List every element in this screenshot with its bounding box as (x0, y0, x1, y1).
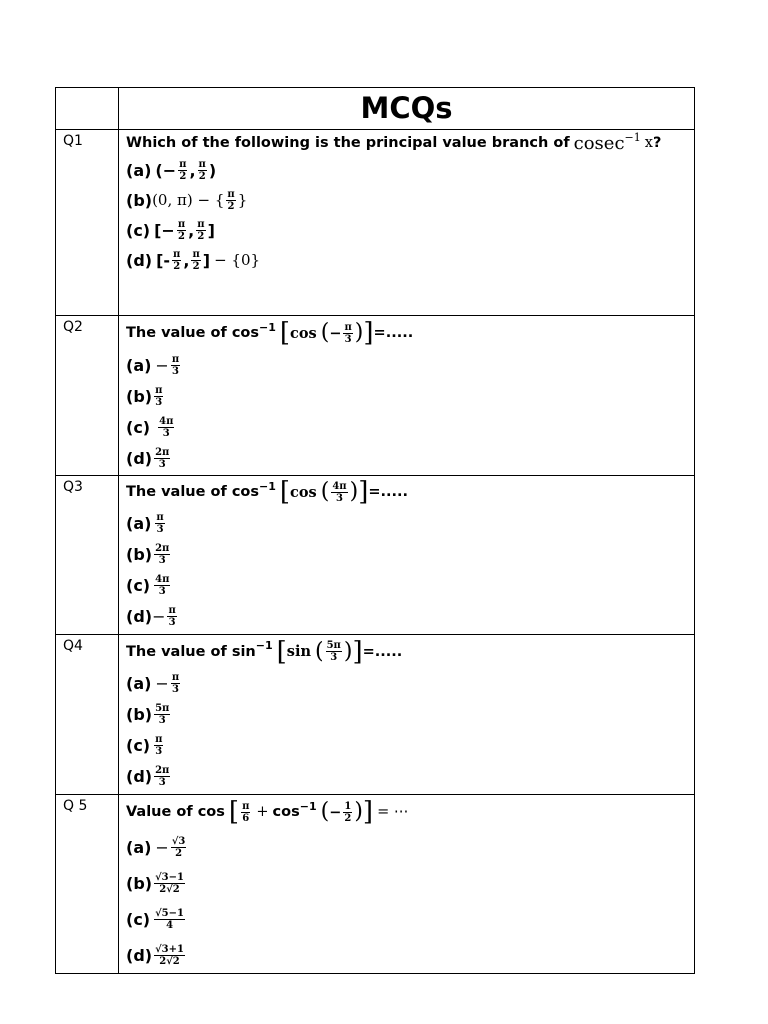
option-d: (d) − $\frac{\pi}{3}$ (126, 605, 176, 628)
option-a: (a) − $\frac{\pi}{3}$ (126, 354, 180, 377)
option-b: (b) $\frac{5\pi}{3}$ (126, 703, 170, 726)
question-stem: The value of cos −1 [ cos ( $\frac{4\pi}{3}$ ) ] =..... (126, 477, 409, 507)
option-b: (b) $\frac{2\pi}{3}$ (126, 543, 170, 566)
question-body (119, 795, 695, 974)
option-d: (d) $\frac{2\pi}{3}$ (126, 447, 170, 470)
fraction: $\frac{\pi}{2}$ (177, 218, 186, 242)
option-b: (b) (0, π) − { $\frac{\pi}{2}$ } (126, 188, 248, 212)
fraction: $\frac{\pi}{2}$ (197, 218, 205, 242)
question-number: Q1 (56, 130, 119, 316)
fraction: $\frac{√3+1}{2√2}$ (155, 943, 184, 967)
fraction: $\frac{2\pi}{3}$ (155, 765, 170, 788)
option-c: (c) $\frac{\pi}{3}$ (126, 734, 163, 757)
option-c: (c) $\frac{4\pi}{3}$ (126, 574, 170, 597)
fraction: $\frac{√3-1}{2√2}$ (155, 871, 184, 895)
option-d: (d) [- $\frac{\pi}{2}$ , $\frac{\pi}{2}$ ] − {0} (126, 248, 261, 272)
question-row-5 (56, 795, 695, 974)
question-stem: Which of the following is the principal value branch of cosec −1 x ? (126, 130, 662, 154)
title-num-cell (56, 88, 119, 130)
fraction: $\frac{\pi}{3}$ (155, 385, 163, 408)
question-stem: The value of cos −1 [ cos ( − $\frac{\pi}{3}$ ) ] =..... (126, 318, 414, 348)
question-row-2 (56, 316, 695, 476)
option-c: (c) $\frac{4\pi}{3}$ (126, 416, 174, 439)
fraction: $\frac{\pi}{3}$ (171, 354, 180, 377)
fraction: $\frac{\pi}{2}$ (179, 159, 187, 182)
question-number: Q 5 (56, 795, 119, 974)
option-d: (d) $\frac{√3+1}{2√2}$ (126, 943, 184, 967)
fraction: $\frac{\pi}{2}$ (173, 248, 181, 272)
fraction: $\frac{\pi}{2}$ (227, 188, 235, 212)
question-row-4 (56, 635, 695, 795)
fraction: $\frac{\pi}{3}$ (156, 512, 164, 535)
fraction: $\frac{4\pi}{3}$ (155, 574, 170, 597)
option-b: (b) $\frac{√3-1}{2√2}$ (126, 871, 184, 895)
option-a: (a) − $\frac{\pi}{3}$ (126, 672, 180, 695)
option-a: (a) − $\frac{√3}{2}$ (126, 835, 186, 859)
fraction: $\frac{\pi}{3}$ (344, 321, 352, 345)
fraction: $\frac{\pi}{2}$ (192, 248, 200, 272)
question-body (119, 130, 695, 316)
fraction: $\frac{2\pi}{3}$ (155, 447, 170, 470)
fraction: $\frac{5\pi}{3}$ (155, 703, 170, 726)
fraction: $\frac{2\pi}{3}$ (155, 543, 170, 566)
fraction: $\frac{\pi}{3}$ (168, 605, 176, 628)
question-stem: The value of sin −1 [ sin ( $\frac{5\pi}{3}$ ) ] =..... (126, 636, 403, 667)
question-body (119, 316, 695, 476)
option-c: (c) $\frac{√5-1}{4}$ (126, 907, 184, 931)
question-number: Q4 (56, 635, 119, 795)
fraction: $\frac{\pi}{2}$ (198, 159, 206, 182)
fraction: $\frac{√5-1}{4}$ (155, 907, 184, 931)
fraction: $\frac{4\pi}{3}$ (159, 416, 174, 439)
fraction: $\frac{4\pi}{3}$ (332, 480, 347, 504)
fraction: $\frac{√3}{2}$ (171, 835, 186, 859)
title-row (56, 88, 695, 130)
question-number: Q2 (56, 316, 119, 476)
fraction: $\frac{5\pi}{3}$ (326, 640, 341, 663)
option-c: (c) [ − $\frac{\pi}{2}$ , $\frac{\pi}{2}$ ] (126, 218, 215, 242)
option-d: (d) $\frac{2\pi}{3}$ (126, 765, 170, 788)
fraction: $\frac{\pi}{3}$ (155, 734, 163, 757)
question-row-1 (56, 130, 695, 316)
fraction: $\frac{1}{2}$ (344, 800, 352, 824)
page-title: MCQs (119, 88, 695, 130)
option-b: (b) $\frac{\pi}{3}$ (126, 385, 163, 408)
fraction: $\frac{\pi}{3}$ (171, 672, 180, 695)
question-number: Q3 (56, 476, 119, 635)
question-body (119, 635, 695, 795)
fraction: $\frac{\pi}{6}$ (242, 800, 250, 824)
option-a: (a) ( − $\frac{\pi}{2}$ , $\frac{\pi}{2}$ ) (126, 159, 217, 182)
option-a: (a) $\frac{\pi}{3}$ (126, 512, 164, 535)
question-stem: Value of cos [ $\frac{\pi}{6}$ + cos −1 ( − $\frac{1}{2}$ ) ] = ⋯ (126, 797, 409, 827)
question-body (119, 476, 695, 635)
question-row-3 (56, 476, 695, 635)
mcq-table (55, 87, 695, 974)
